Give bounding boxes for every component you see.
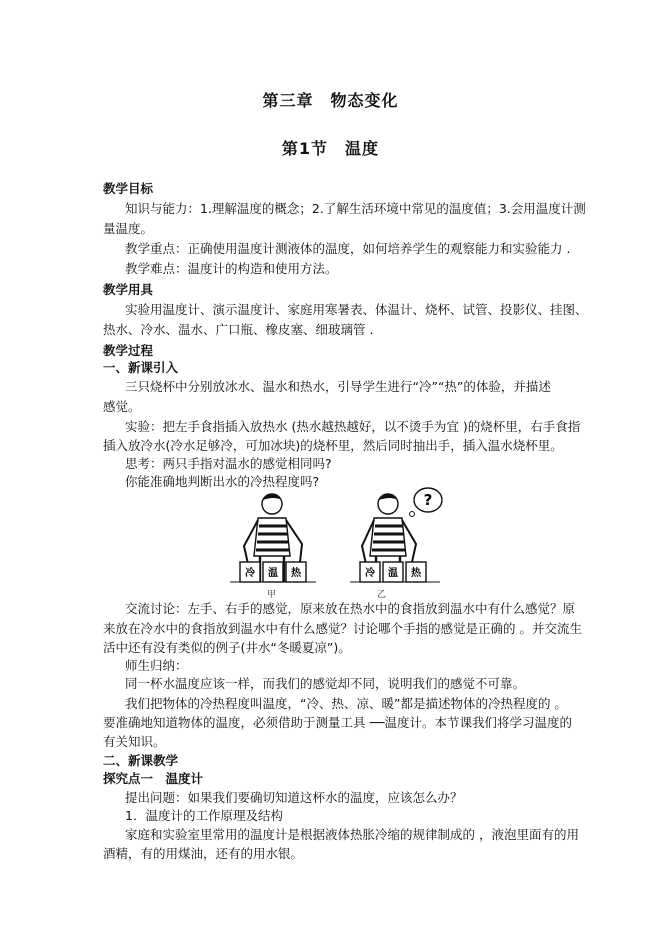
heading-teaching-process: 教学过程 — [103, 343, 154, 358]
paragraph-line: 思考：两只手指对温水的感觉相同吗? — [125, 456, 332, 471]
beaker-label: 热 — [291, 568, 301, 579]
experiment-illustration — [230, 486, 450, 596]
beaker-label: 冷 — [245, 568, 255, 579]
paragraph-line: 同一杯水温度应该一样，而我们的感觉却不同，说明我们的感觉不可靠。 — [125, 676, 526, 691]
paragraph-line: 实验用温度计、演示温度计、家庭用寒暑表、体温计、烧杯、试管、投影仪、挂图、 — [125, 302, 588, 317]
figure-caption-right: 乙 — [377, 590, 387, 600]
beaker-label: 热 — [411, 568, 421, 579]
paragraph-line: 我们把物体的冷热程度叫温度，“冷、热、凉、暖”都是描述物体的冷热程度的 。 — [125, 696, 567, 711]
paragraph-line: 量温度。 — [103, 221, 154, 236]
paragraph-line: 教学重点：正确使用温度计测液体的温度，如何培养学生的观察能力和实验能力 . — [125, 241, 571, 256]
paragraph-line: 知识与能力：1.理解温度的概念；2.了解生活环境中常见的温度值；3.会用温度计测 — [125, 201, 586, 216]
paragraph-line: 教学难点：温度计的构造和使用方法。 — [125, 261, 338, 276]
paragraph-line: 提出问题：如果我们要确切知道这杯水的温度，应该怎么办？ — [125, 790, 463, 805]
paragraph-line: 师生归纳： — [125, 658, 188, 673]
heading-intro: 一、新课引入 — [103, 360, 179, 375]
heading-explore-point-1: 探究点一 温度计 — [103, 771, 204, 786]
paragraph-line: 实验：把左手食指插入放热水 (热水越热越好，以不烫手为宜 )的烧杯里，右手食指 — [125, 419, 581, 434]
beaker-label: 温 — [388, 568, 398, 579]
paragraph-line: 热水、冷水、温水、广口瓶、橡皮塞、细玻璃管 . — [103, 322, 374, 337]
heading-new-lesson: 二、新课教学 — [103, 753, 179, 768]
heading-teaching-goals: 教学目标 — [103, 181, 154, 196]
paragraph-line: 你能准确地判断出水的冷热程度吗? — [125, 474, 320, 489]
thought-bubble-icon — [410, 488, 443, 517]
paragraph-line: 有关知识。 — [103, 734, 166, 749]
paragraph-line: 家庭和实验室里常用的温度计是根据液体热胀冷缩的规律制成的 ，液泡里面有的用 — [125, 827, 579, 842]
heading-teaching-tools: 教学用具 — [103, 282, 154, 297]
paragraph-line: 感觉。 — [103, 399, 141, 414]
chapter-title: 第三章 物态变化 — [262, 91, 399, 110]
beakers-left — [240, 562, 306, 582]
paragraph-line: 插入放冷水(冷水足够冷，可加冰块)的烧杯里，然后同时抽出手，插入温水烧杯里。 — [103, 438, 563, 453]
paragraph-line: 三只烧杯中分别放冰水、温水和热水，引导学生进行“冷”“热”的体验，并描述 — [125, 379, 551, 394]
beakers-right — [360, 562, 426, 582]
paragraph-line: 来放在冷水中的食指放到温水中有什么感觉？讨论哪个手指的感觉是正确的 。并交流生 — [103, 621, 582, 636]
beaker-label: 冷 — [365, 568, 375, 579]
figure-caption-left: 甲 — [267, 590, 277, 600]
beaker-label: 温 — [268, 568, 278, 579]
paragraph-line: 活中还有没有类似的例子(井水“冬暖夏凉”)。 — [103, 640, 351, 655]
section-title: 第1节 温度 — [281, 139, 380, 158]
paragraph-line: 酒精，有的用煤油，还有的用水银。 — [103, 846, 304, 861]
paragraph-line: 要准确地知道物体的温度，必须借助于测量工具 ──温度计。本节课我们将学习温度的 — [103, 715, 573, 730]
paragraph-line: 交流讨论：左手、右手的感觉，原来放在热水中的食指放到温水中有什么感觉？原 — [125, 601, 576, 616]
subheading-thermometer-principle: 1．温度计的工作原理及结构 — [125, 808, 283, 823]
question-mark: ? — [423, 491, 433, 509]
